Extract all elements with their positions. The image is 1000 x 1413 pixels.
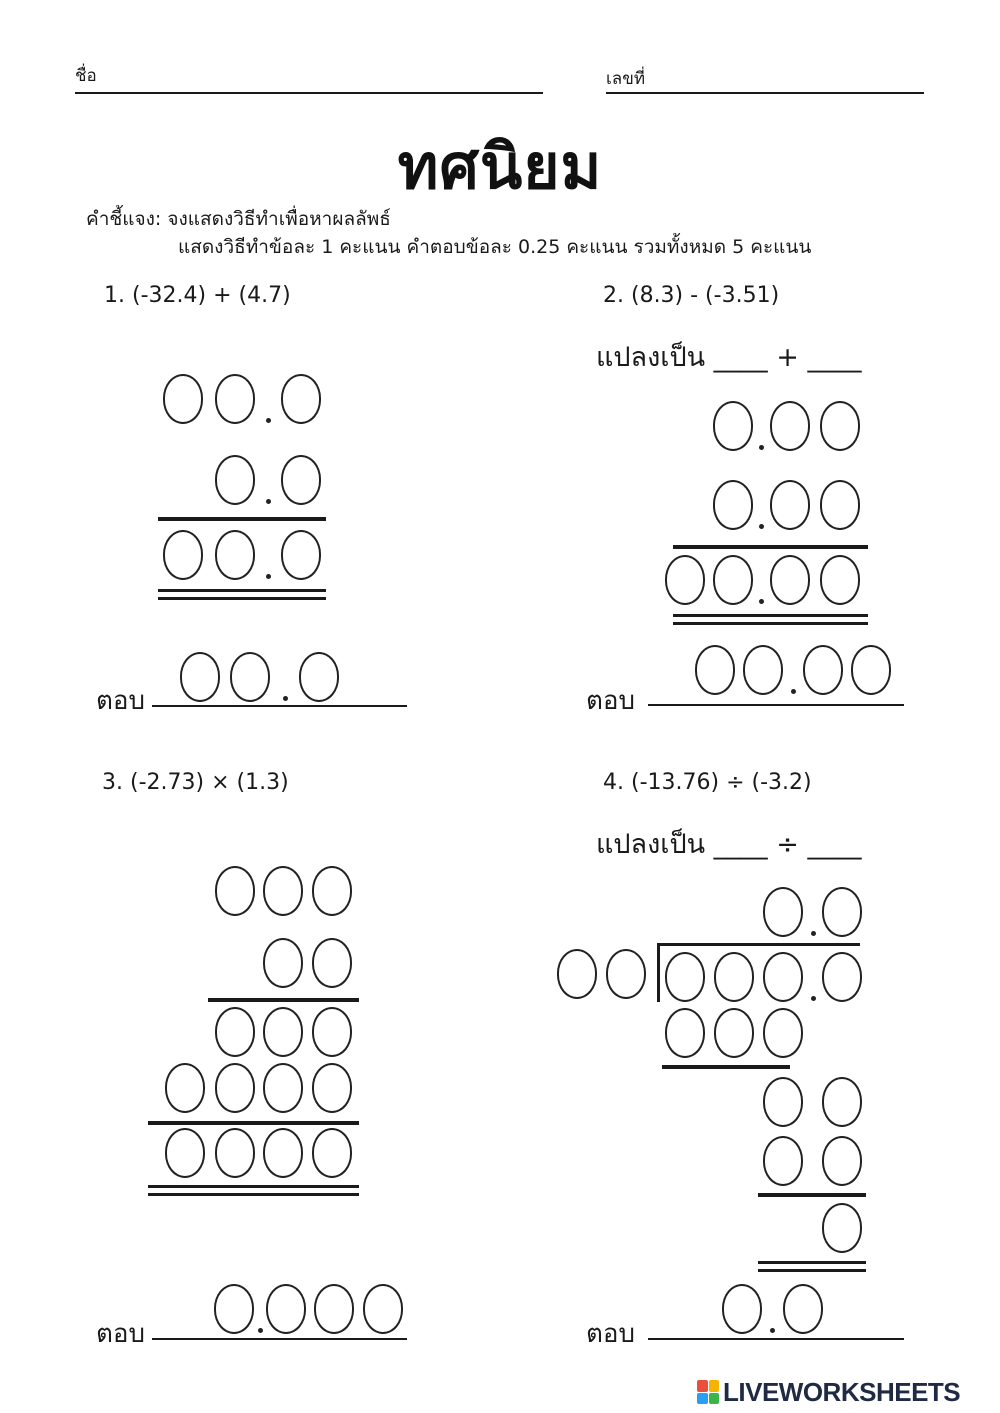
digit-box[interactable] [163,374,203,424]
answer-line [648,1338,904,1340]
logo-square-red [697,1380,708,1392]
decimal-point [759,524,764,529]
digit-box[interactable] [763,1077,803,1127]
decimal-point [283,696,288,701]
name-label: ชื่อ [75,66,97,86]
digit-box[interactable] [820,480,860,530]
digit-box[interactable] [215,1063,255,1113]
decimal-point [266,574,271,579]
answer-digit-box[interactable] [722,1284,762,1334]
answer-line [648,704,904,706]
digit-box[interactable] [822,1203,862,1253]
problem-2-label: 2. (8.3) - (-3.51) [603,283,780,308]
liveworksheets-logo-text: LIVEWORKSHEETS [723,1376,961,1407]
digit-box[interactable] [263,938,303,988]
liveworksheets-logo-icon [697,1380,719,1404]
digit-box[interactable] [312,1007,352,1057]
digit-box[interactable] [714,1008,754,1058]
answer-digit-box[interactable] [803,645,843,695]
digit-box[interactable] [820,401,860,451]
logo-square-yellow [709,1380,720,1392]
decimal-point [266,499,271,504]
digit-box[interactable] [165,1128,205,1178]
digit-box[interactable] [770,555,810,605]
digit-box[interactable] [822,887,862,937]
digit-box[interactable] [763,887,803,937]
double-line [758,1261,866,1264]
double-line [158,589,326,592]
liveworksheets-logo [697,1378,960,1406]
double-line [148,1185,359,1188]
division-bracket [657,943,660,1002]
division-bar [658,943,860,946]
digit-box[interactable] [312,1063,352,1113]
digit-box[interactable] [215,455,255,505]
answer-digit-box[interactable] [851,645,891,695]
digit-box[interactable] [822,1077,862,1127]
sum-line [158,517,326,521]
digit-box[interactable] [665,555,705,605]
digit-box[interactable] [215,1007,255,1057]
digit-box[interactable] [263,1007,303,1057]
decimal-point [258,1328,263,1333]
digit-box[interactable] [215,530,255,580]
digit-box[interactable] [215,1128,255,1178]
decimal-point [791,689,796,694]
answer-digit-box[interactable] [743,645,783,695]
digit-box[interactable] [665,1008,705,1058]
digit-box[interactable] [763,1008,803,1058]
decimal-point [811,931,816,936]
answer-line [152,1338,407,1340]
digit-box[interactable] [312,866,352,916]
answer-label: ตอบ [96,686,146,716]
answer-label: ตอบ [96,1319,146,1349]
problem-4-convert-label: แปลงเป็น ____ ÷ ____ [596,829,862,860]
digit-box[interactable] [713,555,753,605]
digit-box[interactable] [713,401,753,451]
digit-box[interactable] [763,1136,803,1186]
digit-box[interactable] [557,949,597,999]
digit-box[interactable] [281,530,321,580]
digit-box[interactable] [165,1063,205,1113]
answer-digit-box[interactable] [314,1284,354,1334]
digit-box[interactable] [215,866,255,916]
digit-box[interactable] [281,374,321,424]
logo-square-green [709,1393,720,1405]
digit-box[interactable] [763,952,803,1002]
answer-label: ตอบ [586,686,636,716]
double-line [673,614,868,617]
problem-1-label: 1. (-32.4) + (4.7) [104,283,291,308]
page-title: ทศนิยม [397,130,603,203]
problem-4-label: 4. (-13.76) ÷ (-3.2) [603,770,812,795]
number-label: เลขที่ [606,69,646,89]
subtraction-line [662,1065,790,1069]
digit-box[interactable] [822,952,862,1002]
subtraction-line [758,1193,866,1197]
problem-3-label: 3. (-2.73) × (1.3) [102,770,289,795]
instructions-line-2: แสดงวิธีทำข้อละ 1 คะแนน คำตอบข้อละ 0.25 คะแนน รวมทั้งหมด 5 คะแนน [178,236,812,258]
decimal-point [266,418,271,423]
answer-digit-box[interactable] [230,652,270,702]
logo-square-blue [697,1393,708,1405]
sum-line [148,1121,359,1125]
answer-digit-box[interactable] [299,652,339,702]
sum-line [673,545,868,549]
digit-box[interactable] [714,952,754,1002]
double-line [673,622,868,625]
double-line [158,597,326,600]
answer-digit-box[interactable] [266,1284,306,1334]
digit-box[interactable] [713,480,753,530]
answer-digit-box[interactable] [363,1284,403,1334]
number-field-line[interactable] [606,92,924,94]
decimal-point [770,1328,775,1333]
digit-box[interactable] [770,480,810,530]
decimal-point [759,445,764,450]
digit-box[interactable] [281,455,321,505]
answer-line [152,705,407,707]
digit-box[interactable] [665,952,705,1002]
digit-box[interactable] [263,1063,303,1113]
answer-digit-box[interactable] [783,1284,823,1334]
answer-digit-box[interactable] [180,652,220,702]
instructions-line-1: คำชี้แจง: จงแสดงวิธีทำเพื่อหาผลลัพธ์ [86,208,391,230]
answer-label: ตอบ [586,1319,636,1349]
digit-box[interactable] [263,866,303,916]
digit-box[interactable] [606,949,646,999]
answer-digit-box[interactable] [695,645,735,695]
digit-box[interactable] [822,1136,862,1186]
double-line [148,1193,359,1196]
digit-box[interactable] [312,1128,352,1178]
double-line [758,1269,866,1272]
name-field-line[interactable] [75,92,543,94]
digit-box[interactable] [820,555,860,605]
digit-box[interactable] [163,530,203,580]
digit-box[interactable] [215,374,255,424]
answer-digit-box[interactable] [214,1284,254,1334]
digit-box[interactable] [770,401,810,451]
decimal-point [759,599,764,604]
decimal-point [811,996,816,1001]
product-line [208,998,359,1002]
digit-box[interactable] [312,938,352,988]
digit-box[interactable] [263,1128,303,1178]
problem-2-convert-label: แปลงเป็น ____ + ____ [596,342,862,373]
